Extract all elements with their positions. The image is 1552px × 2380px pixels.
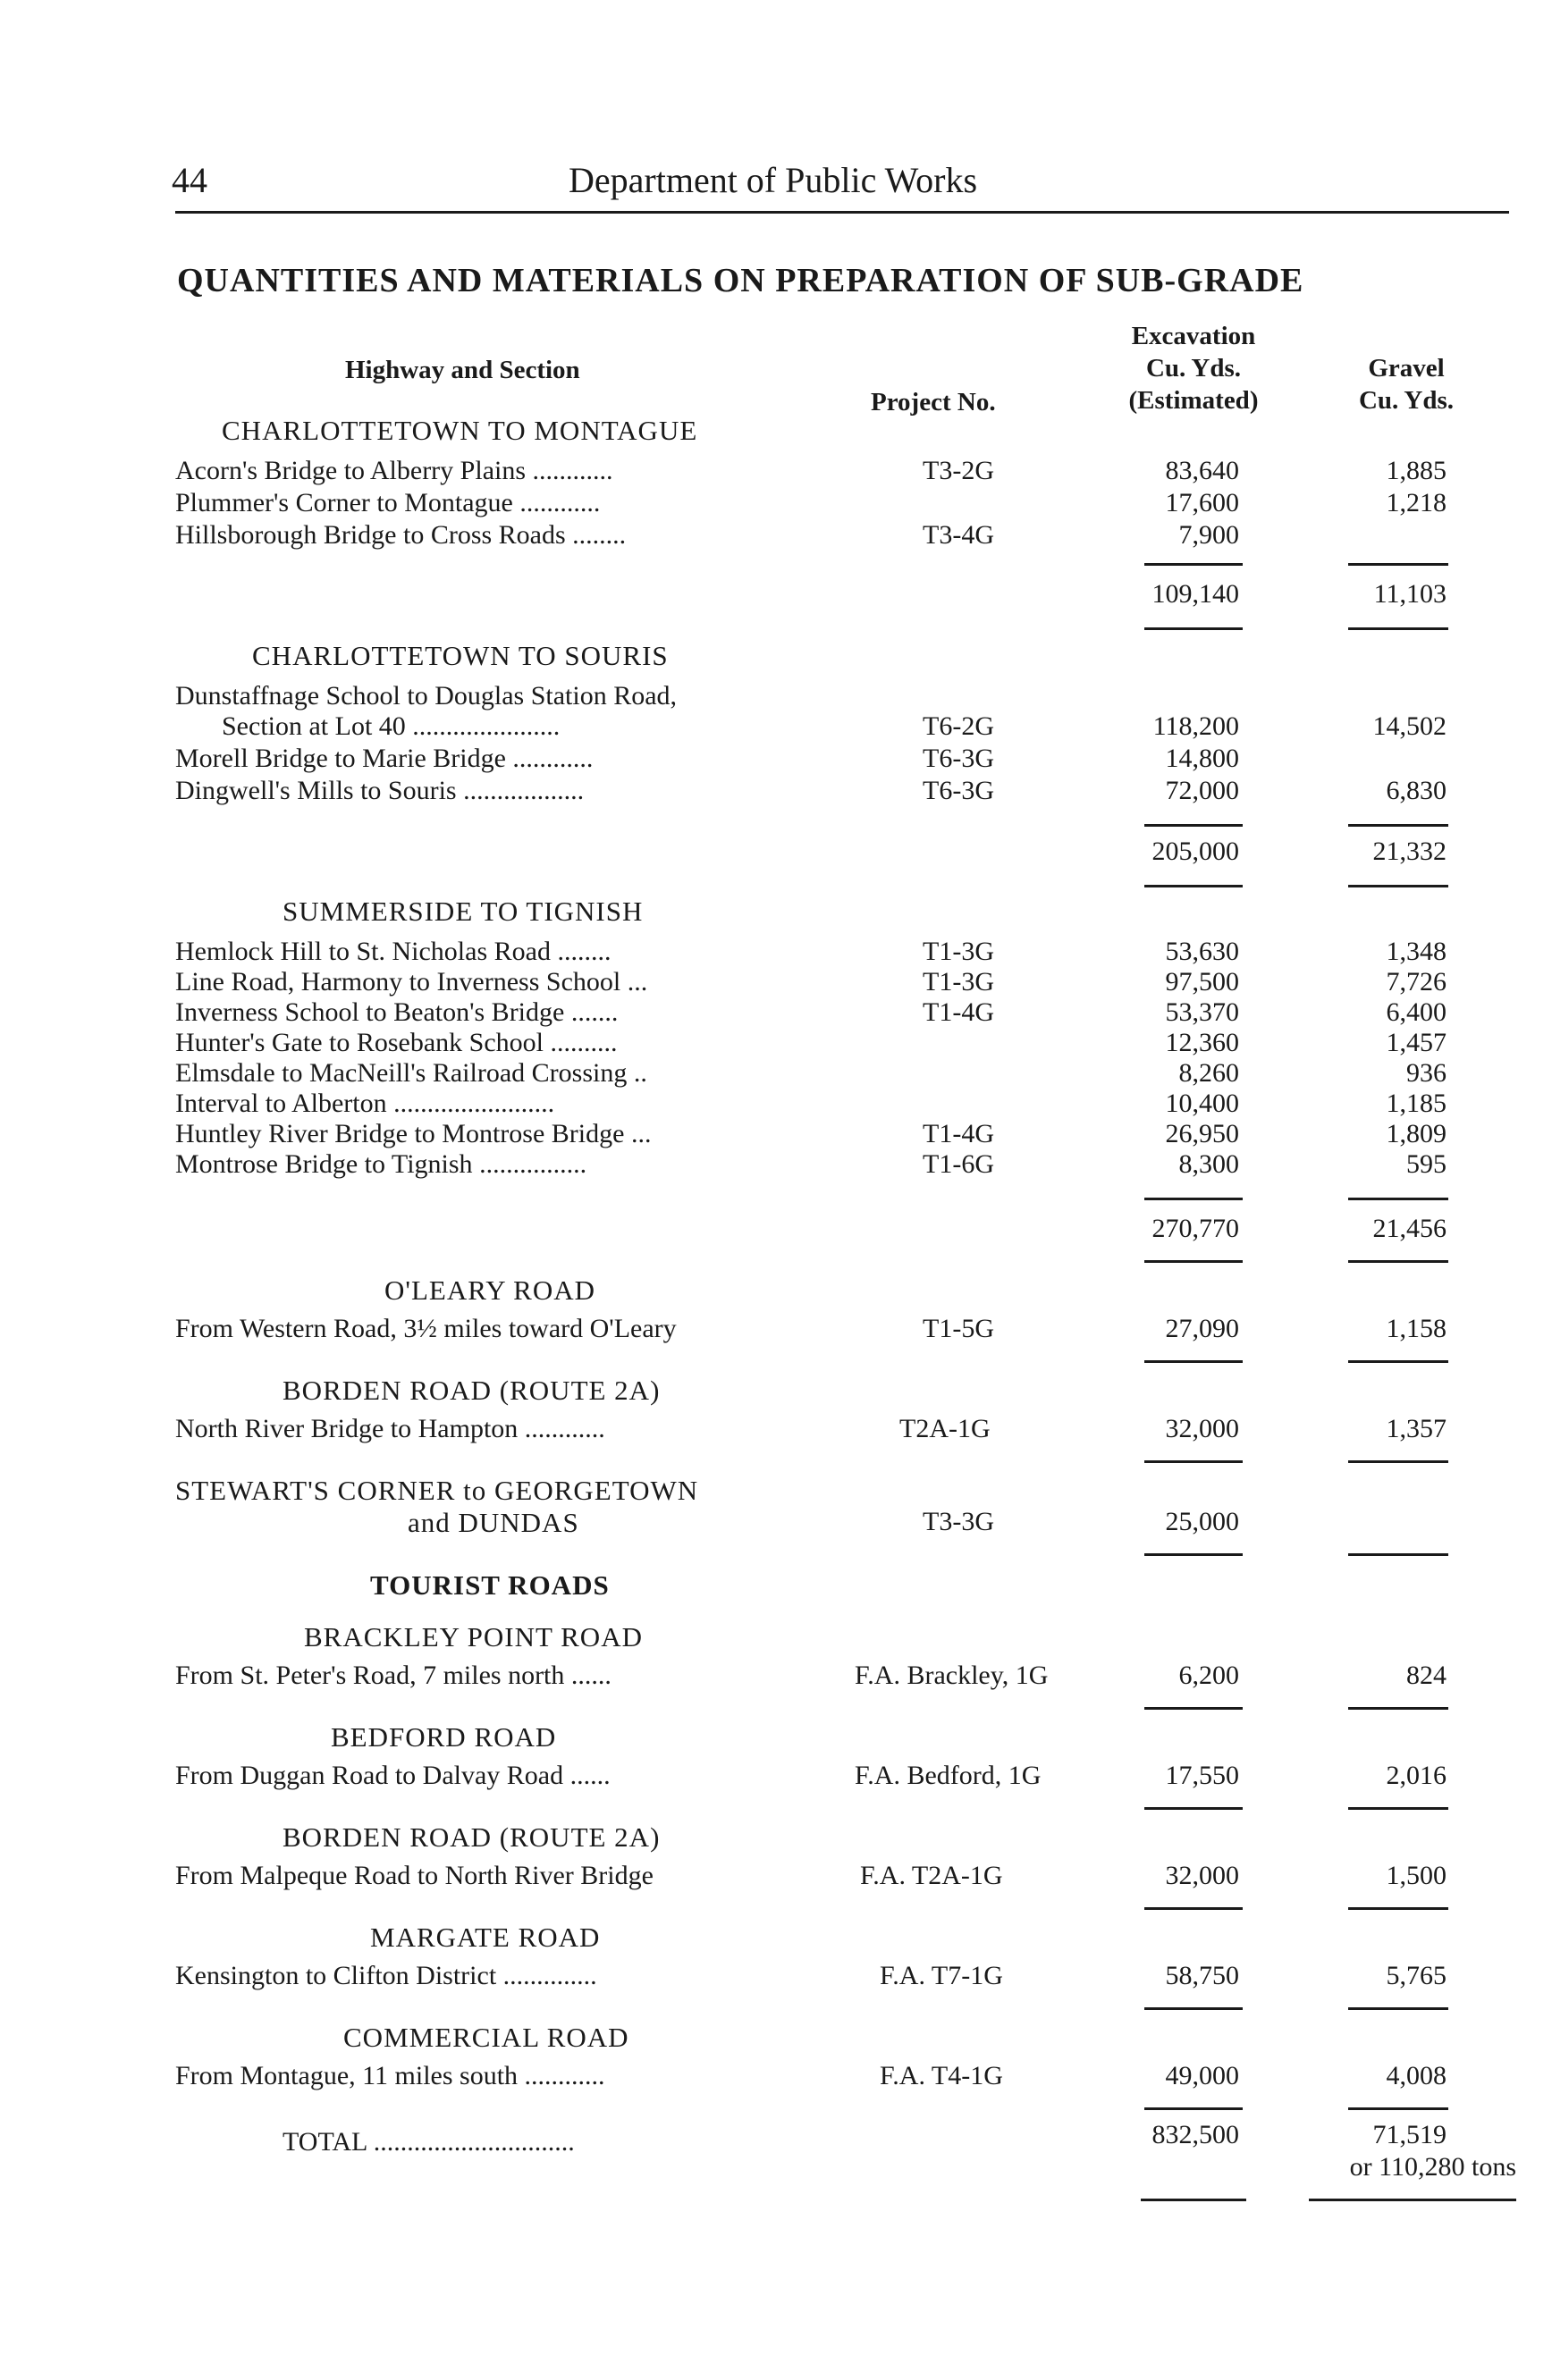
row-gravel: 2,016 xyxy=(1386,1761,1447,1790)
subtotal-rule xyxy=(1348,1198,1448,1200)
subtotal-rule xyxy=(1348,824,1448,827)
row-label: Huntley River Bridge to Montrose Bridge xyxy=(175,1119,625,1148)
gravel-header-line1: Gravel xyxy=(1368,354,1445,383)
dot-leader: .......... xyxy=(544,1028,618,1057)
row-excavation: 72,000 xyxy=(1165,776,1239,805)
row-label: Line Road, Harmony to Inverness School xyxy=(175,967,621,997)
row-gravel: 1,158 xyxy=(1386,1314,1447,1343)
subtotal-rule xyxy=(1144,2007,1243,2010)
subtotal-rule xyxy=(1348,885,1448,887)
column-header-excavation xyxy=(1101,320,1286,416)
subtotal-gravel: 11,103 xyxy=(1373,579,1447,609)
dot-leader: ............ xyxy=(505,744,594,773)
excavation-header-line2: Cu. Yds. xyxy=(1145,354,1242,383)
section-heading: O'LEARY ROAD xyxy=(384,1274,596,1306)
row-project: T1-4G xyxy=(923,1119,994,1148)
dot-leader: ... xyxy=(620,967,648,997)
tourist-roads-heading: TOURIST ROADS xyxy=(370,1569,610,1601)
dot-leader: .................. xyxy=(456,776,585,805)
column-header-gravel xyxy=(1348,352,1464,416)
row-gravel: 1,809 xyxy=(1386,1119,1447,1148)
row-excavation: 8,260 xyxy=(1178,1058,1239,1088)
section-heading: CHARLOTTETOWN TO MONTAGUE xyxy=(222,415,698,446)
row-gravel: 1,885 xyxy=(1386,456,1447,485)
row-label: Elmsdale to MacNeill's Railroad Crossing xyxy=(175,1058,628,1088)
grand-total-excavation: 832,500 xyxy=(1151,2120,1239,2149)
row-excavation: 49,000 xyxy=(1165,2061,1239,2090)
row-excavation: 118,200 xyxy=(1152,711,1239,741)
section-heading: BORDEN ROAD (ROUTE 2A) xyxy=(283,1821,661,1853)
grand-total-rule xyxy=(1141,2199,1246,2201)
row-project: T6-3G xyxy=(923,744,994,773)
subtotal-rule xyxy=(1348,563,1448,566)
row-excavation: 32,000 xyxy=(1165,1414,1239,1443)
row-label: From Malpeque Road to North River Bridge xyxy=(175,1861,654,1890)
section-heading: SUMMERSIDE TO TIGNISH xyxy=(283,896,644,927)
row-label: Dunstaffnage School to Douglas Station Road, xyxy=(175,681,678,711)
column-header-project: Project No. xyxy=(871,388,996,416)
section-heading: COMMERCIAL ROAD xyxy=(343,2022,629,2053)
section-heading: MARGATE ROAD xyxy=(370,1922,601,1953)
row-label: Interval to Alberton xyxy=(175,1089,387,1118)
row-gravel: 1,185 xyxy=(1386,1089,1447,1118)
subtotal-rule xyxy=(1348,1460,1448,1463)
row-project: T1-5G xyxy=(923,1314,994,1343)
row-excavation: 8,300 xyxy=(1178,1149,1239,1179)
dot-leader: ............ xyxy=(512,488,601,517)
row-project: T6-2G xyxy=(923,711,994,741)
row-project: T1-3G xyxy=(923,937,994,966)
dot-leader: ........................ xyxy=(386,1089,555,1118)
row-label: Plummer's Corner to Montague xyxy=(175,488,513,517)
row-label: From Montague, 11 miles south xyxy=(175,2061,519,2090)
row-project: F.A. Brackley, 1G xyxy=(855,1661,1049,1690)
header-rule xyxy=(175,211,1509,214)
row-gravel: 824 xyxy=(1406,1661,1447,1690)
grand-total-label: TOTAL xyxy=(283,2127,367,2157)
row-label: From St. Peter's Road, 7 miles north xyxy=(175,1661,565,1690)
dot-leader: ...................... xyxy=(405,711,561,741)
row-label: From Duggan Road to Dalvay Road xyxy=(175,1761,564,1790)
subtotal-rule xyxy=(1348,627,1448,630)
dot-leader: ........ xyxy=(565,520,627,550)
row-label: Dingwell's Mills to Souris xyxy=(175,776,457,805)
dot-leader: ........ xyxy=(550,937,612,966)
row-gravel: 7,726 xyxy=(1386,967,1447,997)
row-gravel: 595 xyxy=(1406,1149,1447,1179)
grand-total-rule xyxy=(1309,2199,1516,2201)
row-label: Hemlock Hill to St. Nicholas Road xyxy=(175,937,551,966)
subtotal-gravel: 21,332 xyxy=(1372,837,1447,866)
dot-leader: .............. xyxy=(496,1961,597,1990)
row-gravel: 1,357 xyxy=(1386,1414,1447,1443)
row-project: T1-3G xyxy=(923,967,994,997)
subtotal-rule xyxy=(1144,1360,1243,1363)
row-gravel: 1,218 xyxy=(1386,488,1447,517)
row-label: Kensington to Clifton District xyxy=(175,1961,497,1990)
row-label: Inverness School to Beaton's Bridge xyxy=(175,997,565,1027)
subtotal-rule xyxy=(1144,1198,1243,1200)
row-gravel: 936 xyxy=(1406,1058,1447,1088)
row-excavation: 32,000 xyxy=(1165,1861,1239,1890)
dot-leader: ...... xyxy=(564,1661,612,1690)
subtotal-excavation: 109,140 xyxy=(1151,579,1239,609)
row-excavation: 17,550 xyxy=(1165,1761,1239,1790)
row-project: F.A. T4-1G xyxy=(880,2061,1003,2090)
dot-leader: ............ xyxy=(518,1414,605,1443)
dot-leader: ............ xyxy=(526,456,613,485)
dot-leader: ............ xyxy=(518,2061,605,2090)
row-gravel: 1,500 xyxy=(1386,1861,1447,1890)
row-label: Morell Bridge to Marie Bridge xyxy=(175,744,506,773)
section-heading: STEWART'S CORNER to GEORGETOWN xyxy=(175,1475,699,1506)
subtotal-rule xyxy=(1144,1807,1243,1810)
row-label: Acorn's Bridge to Alberry Plains xyxy=(175,456,527,485)
row-excavation: 17,600 xyxy=(1165,488,1239,517)
row-project: F.A. T2A-1G xyxy=(860,1861,1003,1890)
row-project: T3-2G xyxy=(923,456,994,485)
row-gravel: 1,348 xyxy=(1386,937,1447,966)
table-title: QUANTITIES AND MATERIALS ON PREPARATION OF SUB-GRADE xyxy=(177,262,1304,299)
excavation-header-line1: Excavation xyxy=(1131,322,1256,350)
dot-leader: ................ xyxy=(472,1149,587,1179)
section-heading: BEDFORD ROAD xyxy=(331,1721,557,1753)
row-project: T6-3G xyxy=(923,776,994,805)
row-excavation: 58,750 xyxy=(1165,1961,1239,1990)
subtotal-rule xyxy=(1144,1707,1243,1710)
row-label: Hunter's Gate to Rosebank School xyxy=(175,1028,544,1057)
section-heading: BRACKLEY POINT ROAD xyxy=(304,1621,643,1653)
row-project: T3-3G xyxy=(923,1507,994,1536)
row-label: Section at Lot 40 xyxy=(222,711,406,741)
section-heading: CHARLOTTETOWN TO SOURIS xyxy=(252,640,669,671)
row-excavation: 26,950 xyxy=(1165,1119,1239,1148)
row-project: F.A. T7-1G xyxy=(880,1961,1003,1990)
row-excavation: 25,000 xyxy=(1165,1507,1239,1536)
excavation-header-line3: (Estimated) xyxy=(1128,386,1259,415)
subtotal-rule xyxy=(1144,563,1243,566)
subtotal-rule xyxy=(1144,885,1243,887)
row-label: Montrose Bridge to Tignish xyxy=(175,1149,473,1179)
row-label: From Western Road, 3½ miles toward O'Leary xyxy=(175,1314,677,1343)
section-heading-continued: and DUNDAS xyxy=(408,1507,579,1538)
row-project: T1-6G xyxy=(923,1149,994,1179)
subtotal-rule xyxy=(1144,1553,1243,1556)
section-heading: BORDEN ROAD (ROUTE 2A) xyxy=(283,1375,661,1406)
row-project: T2A-1G xyxy=(899,1414,991,1443)
subtotal-excavation: 205,000 xyxy=(1151,837,1239,866)
row-gravel: 6,830 xyxy=(1386,776,1447,805)
row-excavation: 6,200 xyxy=(1178,1661,1239,1690)
row-project: T1-4G xyxy=(923,997,994,1027)
row-excavation: 14,800 xyxy=(1165,744,1239,773)
row-excavation: 83,640 xyxy=(1165,456,1239,485)
subtotal-excavation: 270,770 xyxy=(1151,1214,1239,1243)
subtotal-rule xyxy=(1144,824,1243,827)
subtotal-rule xyxy=(1348,2007,1448,2010)
subtotal-rule xyxy=(1144,1907,1243,1910)
page-number: 44 xyxy=(172,160,207,200)
row-excavation: 12,360 xyxy=(1165,1028,1239,1057)
subtotal-rule xyxy=(1348,1807,1448,1810)
row-excavation: 27,090 xyxy=(1165,1314,1239,1343)
dot-leader: .............................. xyxy=(367,2127,575,2157)
row-gravel: 6,400 xyxy=(1386,997,1447,1027)
row-gravel: 4,008 xyxy=(1386,2061,1447,2090)
subtotal-rule xyxy=(1348,1553,1448,1556)
subtotal-rule xyxy=(1348,1707,1448,1710)
gravel-header-line2: Cu. Yds. xyxy=(1358,386,1455,415)
row-gravel: 5,765 xyxy=(1386,1961,1447,1990)
row-excavation: 53,370 xyxy=(1165,997,1239,1027)
subtotal-rule xyxy=(1144,1460,1243,1463)
row-excavation: 10,400 xyxy=(1165,1089,1239,1118)
row-label: Hillsborough Bridge to Cross Roads xyxy=(175,520,566,550)
grand-total-gravel-tons: or 110,280 tons xyxy=(1349,2152,1516,2182)
subtotal-gravel: 21,456 xyxy=(1372,1214,1447,1243)
row-label: North River Bridge to Hampton xyxy=(175,1414,519,1443)
dot-leader: ....... xyxy=(564,997,619,1027)
subtotal-rule xyxy=(1348,2107,1448,2110)
dot-leader: ... xyxy=(624,1119,652,1148)
row-excavation: 53,630 xyxy=(1165,937,1239,966)
dot-leader: ...... xyxy=(563,1761,611,1790)
subtotal-rule xyxy=(1348,1907,1448,1910)
subtotal-rule xyxy=(1144,2107,1243,2110)
row-excavation: 97,500 xyxy=(1165,967,1239,997)
row-project: T3-4G xyxy=(923,520,994,550)
row-excavation: 7,900 xyxy=(1178,520,1239,550)
row-project: F.A. Bedford, 1G xyxy=(855,1761,1042,1790)
column-header-section: Highway and Section xyxy=(345,356,580,384)
subtotal-rule xyxy=(1144,1260,1243,1263)
subtotal-rule xyxy=(1144,627,1243,630)
page-header: Department of Public Works xyxy=(569,160,978,200)
grand-total-gravel: 71,519 xyxy=(1372,2120,1447,2149)
row-gravel: 1,457 xyxy=(1386,1028,1447,1057)
subtotal-rule xyxy=(1348,1260,1448,1263)
subtotal-rule xyxy=(1348,1360,1448,1363)
row-gravel: 14,502 xyxy=(1372,711,1447,741)
dot-leader: .. xyxy=(627,1058,647,1088)
